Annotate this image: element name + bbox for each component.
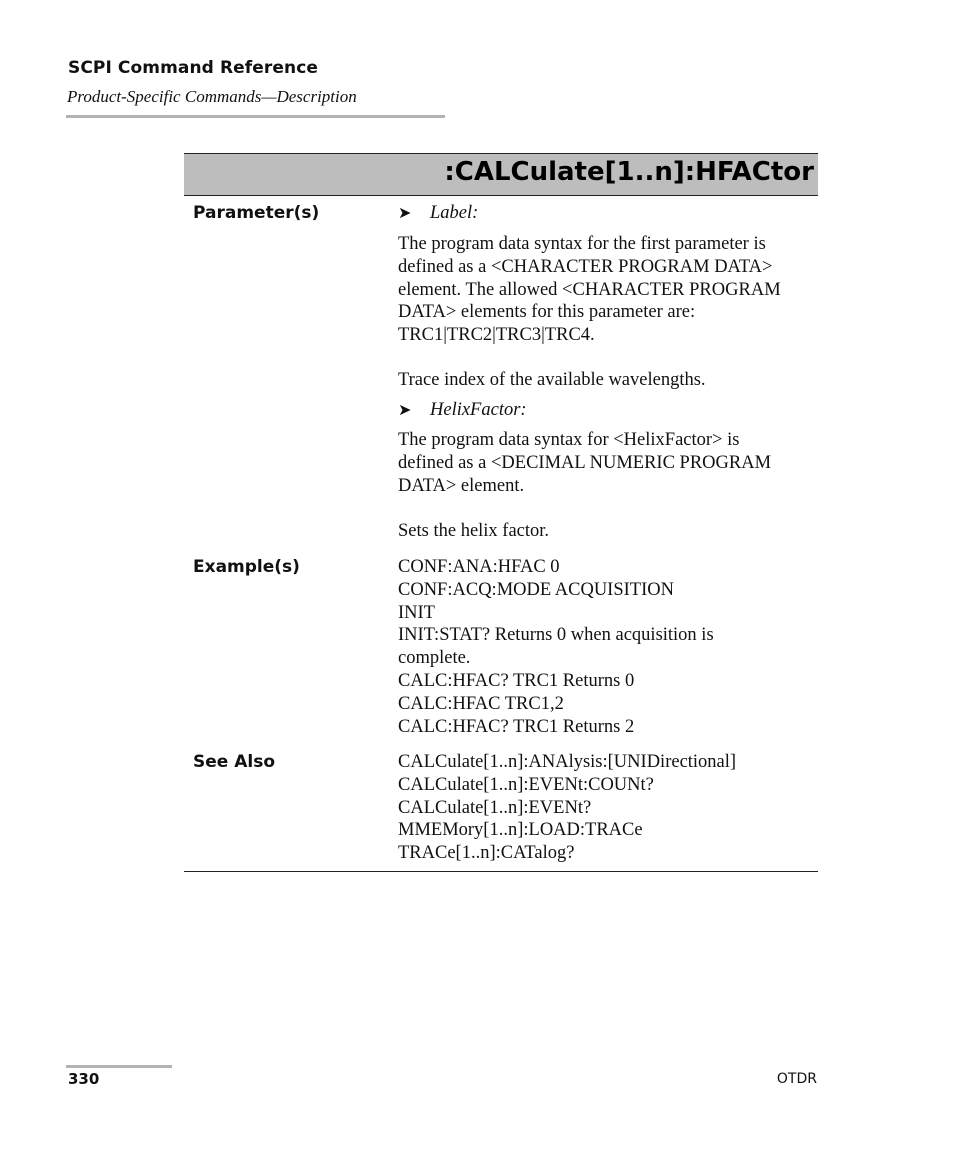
section-title: SCPI Command Reference — [68, 58, 319, 78]
examples-block — [398, 556, 818, 738]
arrow-bullet-icon: ➤ — [398, 203, 412, 222]
text-line: element. The allowed <CHARACTER PROGRAM — [398, 279, 781, 300]
text-line: The program data syntax for the first parameter is — [398, 234, 766, 254]
example-line: INIT — [398, 602, 435, 623]
table-bottom-rule — [184, 871, 818, 872]
parameter-2-name: HelixFactor: — [430, 400, 527, 420]
example-line: CONF:ANA:HFAC 0 — [398, 557, 560, 577]
arrow-bullet-icon: ➤ — [398, 400, 412, 419]
see-also-line: CALCulate[1..n]:EVENt:COUNt? — [398, 774, 654, 795]
example-line: CONF:ACQ:MODE ACQUISITION — [398, 579, 674, 600]
parameter-2-heading — [398, 399, 818, 422]
parameter-2 — [398, 399, 818, 422]
parameter-1 — [398, 202, 818, 225]
see-also-line: CALCulate[1..n]:ANAlysis:[UNIDirectional] — [398, 752, 737, 772]
see-also-line: MMEMory[1..n]:LOAD:TRACe — [398, 820, 643, 841]
example-line: INIT:STAT? Returns 0 when acquisition is — [398, 625, 714, 646]
header-rule — [66, 115, 445, 118]
example-line: CALC:HFAC? TRC1 Returns 2 — [398, 716, 635, 737]
example-line: complete. — [398, 648, 471, 669]
text-line: DATA> elements for this parameter are: — [398, 302, 696, 323]
parameter-1-syntax — [398, 233, 818, 347]
command-title-bar — [184, 153, 818, 196]
see-also-line: TRACe[1..n]:CATalog? — [398, 843, 575, 864]
product-name: OTDR — [776, 1071, 817, 1087]
parameter-1-description — [398, 369, 818, 392]
text-line: DATA> element. — [398, 475, 525, 496]
text-line: defined as a <DECIMAL NUMERIC PROGRAM — [398, 452, 772, 473]
see-also-line: CALCulate[1..n]:EVENt? — [398, 797, 592, 818]
see-also-block — [398, 751, 818, 865]
footer-rule — [66, 1065, 172, 1068]
command-name: :CALCulate[1..n]:HFACtor — [444, 157, 814, 187]
section-subtitle: Product-Specific Commands—Description — [67, 87, 357, 106]
text-line: The program data syntax for <HelixFactor> is — [398, 430, 740, 450]
parameter-2-syntax — [398, 429, 818, 497]
text-line: Trace index of the available wavelengths. — [398, 370, 706, 390]
see-also-label: See Also — [193, 752, 276, 772]
page-number: 330 — [68, 1070, 100, 1088]
text-line: TRC1|TRC2|TRC3|TRC4. — [398, 325, 595, 346]
parameter-1-name: Label: — [430, 203, 479, 223]
example-line: CALC:HFAC TRC1,2 — [398, 693, 564, 714]
parameter-1-heading — [398, 202, 818, 225]
parameters-label: Parameter(s) — [193, 203, 320, 223]
text-line: Sets the helix factor. — [398, 521, 550, 541]
text-line: defined as a <CHARACTER PROGRAM DATA> — [398, 256, 773, 277]
example-line: CALC:HFAC? TRC1 Returns 0 — [398, 670, 635, 691]
parameter-2-description — [398, 520, 818, 543]
examples-label: Example(s) — [193, 557, 300, 577]
